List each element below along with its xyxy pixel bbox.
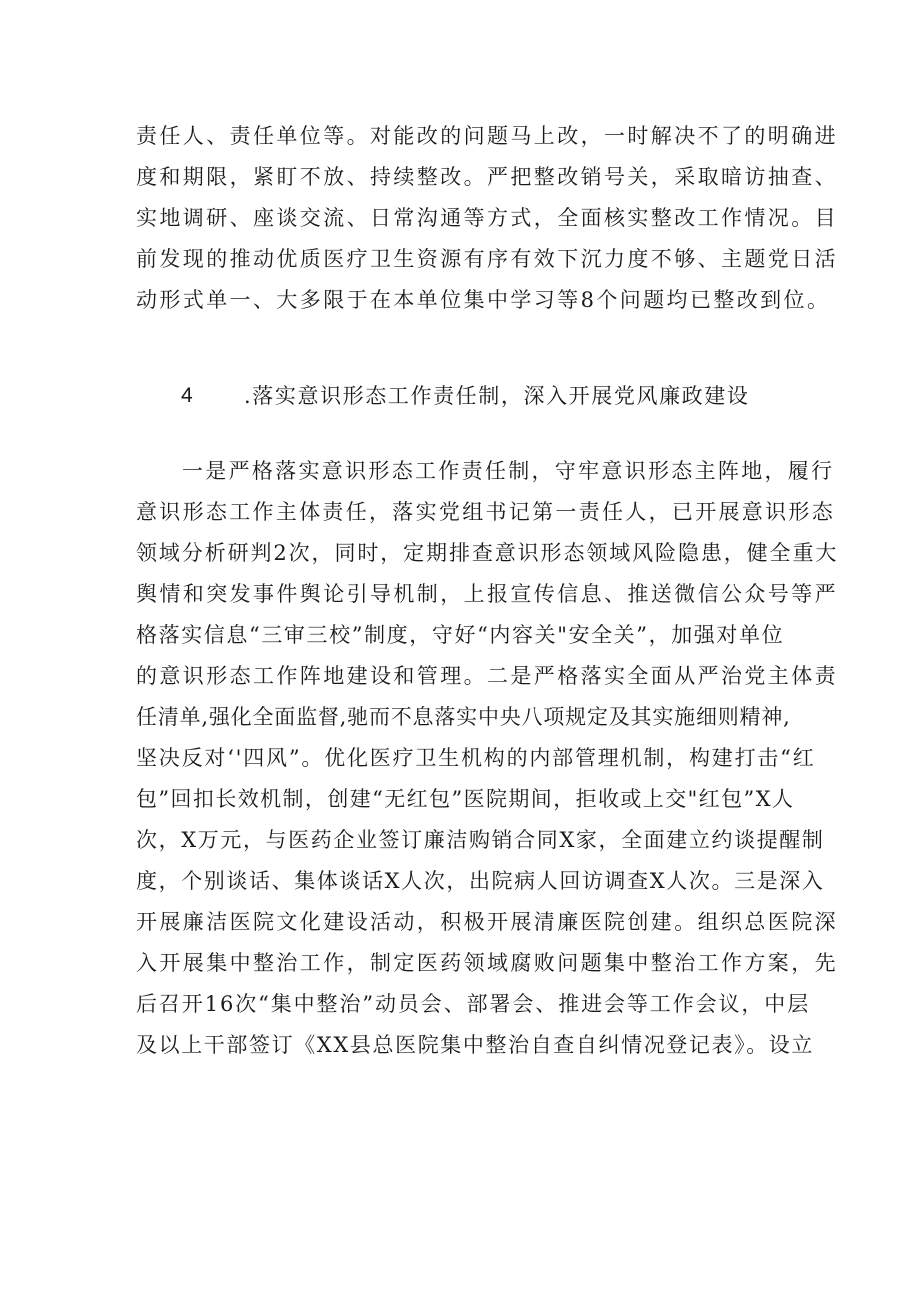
para2-line-9: 包”回扣长效机制，创建“无红包”医院期间，拒收或上交"红包”X人: [136, 787, 795, 811]
para2-line-12: 开展廉洁医院文化建设活动，积极开展清廉医院创建。组织总医院深: [136, 910, 838, 934]
para2-line-1: 一是严格落实意识形态工作责任制，守牢意识形态主阵地，履行: [182, 459, 835, 483]
para2-line-15: 及以上干部签订《XX县总医院集中整治自查自纠情况登记表》。设立: [136, 1033, 814, 1057]
para2-line-7: 任清单,强化全面监督,驰而不息落实中央八项规定及其实施细则精神,: [136, 705, 791, 729]
section-title: .落实意识形态工作责任制，深入开展党风廉政建设: [244, 384, 750, 408]
para2-line-11: 度，个别谈话、集体谈话X人次，出院病人回访调查X人次。三是深入: [136, 869, 825, 893]
para2-line-13: 入开展集中整治工作，制定医药领域腐败问题集中整治工作方案，先: [136, 951, 838, 975]
para1-line-4: 前发现的推动优质医疗卫生资源有序有效下沉力度不够、主题党日活: [136, 247, 838, 271]
para2-line-8: 坚决反对‘'四风”。优化医疗卫生机构的内部管理机制，构建打击“红: [136, 746, 816, 770]
para1-line-1: 责任人、责任单位等。对能改的问题马上改，一时解决不了的明确进: [136, 124, 838, 148]
para2-line-6: 的意识形态工作阵地建设和管理。二是严格落实全面从严治党主体责: [136, 664, 838, 688]
para2-line-4: 舆情和突发事件舆论引导机制，上报宣传信息、推送微信公众号等严: [136, 582, 838, 606]
para2-line-10: 次，X万元，与医药企业签订廉洁购销合同X家，全面建立约谈提醒制: [136, 828, 825, 852]
para2-line-5: 格落实信息“三审三校”制度，守好“内容关"安全关”，加强对单位: [136, 623, 785, 647]
para2-line-14: 后召开16次“集中整治”动员会、部署会、推进会等工作会议，中层: [136, 992, 811, 1016]
para1-line-5: 动形式单一、大多限于在本单位集中学习等8个问题均已整改到位。: [136, 288, 831, 312]
section-number: 4: [181, 384, 193, 407]
para2-line-2: 意识形态工作主体责任，落实党组书记第一责任人，已开展意识形态: [136, 500, 835, 524]
para1-line-3: 实地调研、座谈交流、日常沟通等方式，全面核实整改工作情况。目: [136, 206, 838, 230]
para2-line-3: 领域分析研判2次，同时，定期排查意识形态领域风险隐患，健全重大: [136, 541, 839, 565]
para1-line-2: 度和期限，紧盯不放、持续整改。严把整改销号关，采取暗访抽查、: [136, 165, 838, 189]
